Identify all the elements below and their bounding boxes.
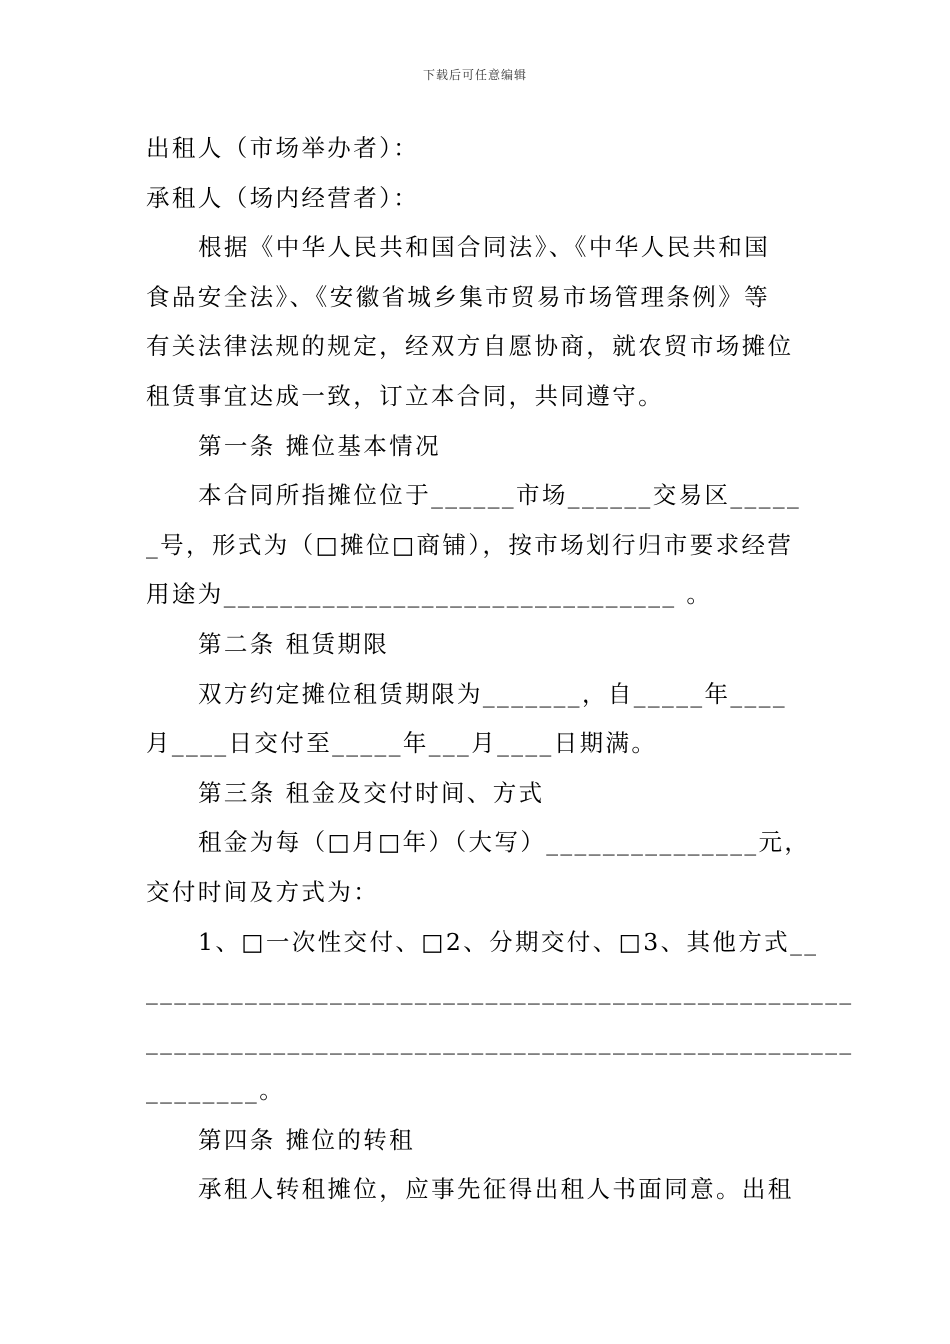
article-1-line-2: _号，形式为（□摊位□商铺），按市场划行归市要求经营 — [146, 530, 794, 559]
blank-line-3: ________。 — [146, 1076, 286, 1105]
article-1-line-1: 本合同所指摊位位于______市场______交易区_____ — [198, 481, 802, 510]
payment-options-line: 1、□一次性交付、□2、分期交付、□3、其他方式__ — [198, 927, 819, 956]
article-2-line-1: 双方约定摊位租赁期限为_______，自_____年____ — [198, 679, 787, 708]
lessor-line: 出租人（市场举办者）： — [146, 134, 420, 162]
article-1-line-3: 用途为________________________________ 。 — [146, 580, 713, 609]
article-3-line-2: 交付时间及方式为： — [146, 877, 380, 906]
blank-line-1: __________________________________________________ — [146, 977, 854, 1006]
preamble-line-4: 租赁事宜达成一致，订立本合同，共同遵守。 — [146, 381, 664, 410]
article-3-line-1: 租金为每（□月□年）（大写）_______________元， — [198, 828, 811, 857]
article-3-heading: 第三条 租金及交付时间、方式 — [198, 778, 545, 807]
article-1-heading: 第一条 摊位基本情况 — [198, 431, 441, 460]
article-4-line-1: 承租人转租摊位，应事先征得出租人书面同意。出租 — [198, 1175, 794, 1204]
article-4-heading: 第四条 摊位的转租 — [198, 1125, 416, 1154]
contract-body — [146, 124, 854, 1215]
preamble-line-1: 根据《中华人民共和国合同法》、《中华人民共和国 — [198, 233, 771, 262]
blank-line-2: __________________________________________________ — [146, 1026, 854, 1055]
article-2-line-2: 月____日交付至_____年___月____日期满。 — [146, 729, 658, 758]
article-2-heading: 第二条 租赁期限 — [198, 629, 390, 658]
page-header-note: 下载后可任意编辑 — [422, 68, 527, 82]
preamble-line-2: 食品安全法》、《安徽省城乡集市贸易市场管理条例》等 — [146, 282, 770, 311]
lessee-line: 承租人（场内经营者）： — [146, 183, 420, 212]
preamble-line-3: 有关法律法规的规定，经双方自愿协商，就农贸市场摊位 — [146, 332, 794, 361]
